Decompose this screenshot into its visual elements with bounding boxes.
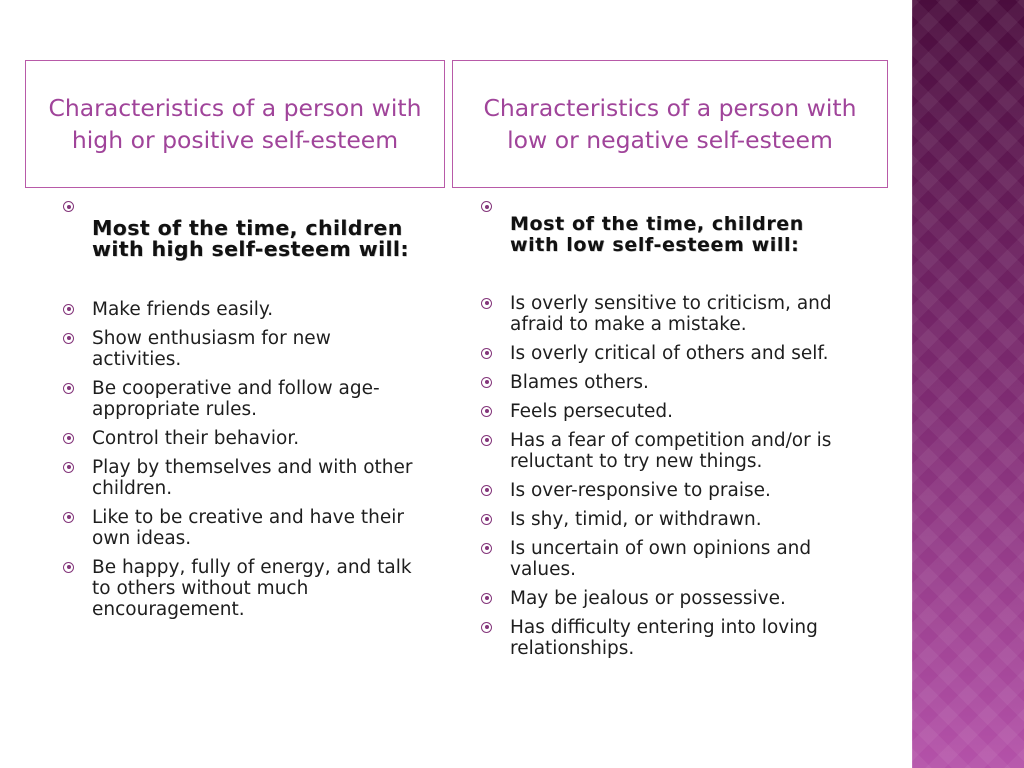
list-item-text: Has a fear of competition and/or is reluctant to try new things.	[510, 429, 832, 472]
right-column-lead-text: Most of the time, children with low self-esteem will:	[510, 212, 804, 256]
list-item-text: Blames others.	[510, 371, 649, 393]
list-item	[478, 617, 848, 659]
right-header-box	[452, 60, 888, 188]
circled-bullet-icon	[481, 435, 492, 446]
list-item	[478, 343, 848, 364]
right-column	[478, 198, 848, 667]
list-item	[478, 588, 848, 609]
list-item-text: Make friends easily.	[92, 298, 274, 320]
right-bullet-list	[478, 293, 848, 659]
list-item-text: Has difficulty entering into loving relationships.	[510, 616, 818, 659]
right-column-lead	[478, 198, 848, 256]
circled-bullet-icon	[481, 298, 492, 309]
list-item	[60, 378, 419, 420]
list-item-text: Is over-responsive to praise.	[510, 479, 771, 501]
list-item	[478, 509, 848, 530]
circled-bullet-icon	[63, 304, 74, 315]
circled-bullet-icon	[481, 485, 492, 496]
circled-bullet-icon	[481, 514, 492, 525]
list-item-text: Play by themselves and with other children.	[92, 456, 413, 499]
list-item-text: Be happy, fully of energy, and talk to others without much encouragement.	[92, 556, 412, 620]
list-item	[60, 507, 419, 549]
list-item-text: Is shy, timid, or withdrawn.	[510, 508, 762, 530]
list-item	[478, 480, 848, 501]
circled-bullet-icon	[481, 593, 492, 604]
list-item-text: Be cooperative and follow age-appropriate rules.	[92, 377, 380, 420]
left-bullet-list	[60, 299, 419, 620]
list-item-text: Like to be creative and have their own ideas.	[92, 506, 404, 549]
list-item	[60, 299, 419, 320]
right-header-title: Characteristics of a person with low or negative self-esteem	[483, 94, 857, 154]
list-item	[478, 538, 848, 580]
left-header-box	[25, 60, 445, 188]
list-item-text: May be jealous or possessive.	[510, 587, 786, 609]
circled-bullet-icon	[63, 201, 74, 212]
circled-bullet-icon	[63, 333, 74, 344]
list-item	[478, 372, 848, 393]
list-item	[60, 457, 419, 499]
circled-bullet-icon	[481, 406, 492, 417]
left-column-lead-text: Most of the time, children with high self-esteem will:	[92, 215, 409, 261]
list-item-text: Is overly critical of others and self.	[510, 342, 829, 364]
list-item-text: Is uncertain of own opinions and values.	[510, 537, 812, 580]
list-item	[478, 293, 848, 335]
list-item	[478, 401, 848, 422]
circled-bullet-icon	[63, 433, 74, 444]
circled-bullet-icon	[481, 543, 492, 554]
decorative-sidebar	[912, 0, 1024, 768]
circled-bullet-icon	[481, 622, 492, 633]
list-item	[478, 430, 848, 472]
list-item-text: Is overly sensitive to criticism, and afraid to make a mistake.	[510, 292, 832, 335]
list-item-text: Control their behavior.	[92, 427, 300, 449]
left-column-lead	[60, 198, 419, 260]
circled-bullet-icon	[63, 512, 74, 523]
left-column	[60, 198, 419, 628]
circled-bullet-icon	[481, 377, 492, 388]
circled-bullet-icon	[63, 462, 74, 473]
circled-bullet-icon	[63, 562, 74, 573]
left-header-title: Characteristics of a person with high or positive self-esteem	[48, 94, 422, 154]
list-item-text: Show enthusiasm for new activities.	[92, 327, 331, 370]
list-item-text: Feels persecuted.	[510, 400, 673, 422]
list-item	[60, 328, 419, 370]
circled-bullet-icon	[481, 348, 492, 359]
list-item	[60, 557, 419, 620]
circled-bullet-icon	[481, 201, 492, 212]
circled-bullet-icon	[63, 383, 74, 394]
list-item	[60, 428, 419, 449]
